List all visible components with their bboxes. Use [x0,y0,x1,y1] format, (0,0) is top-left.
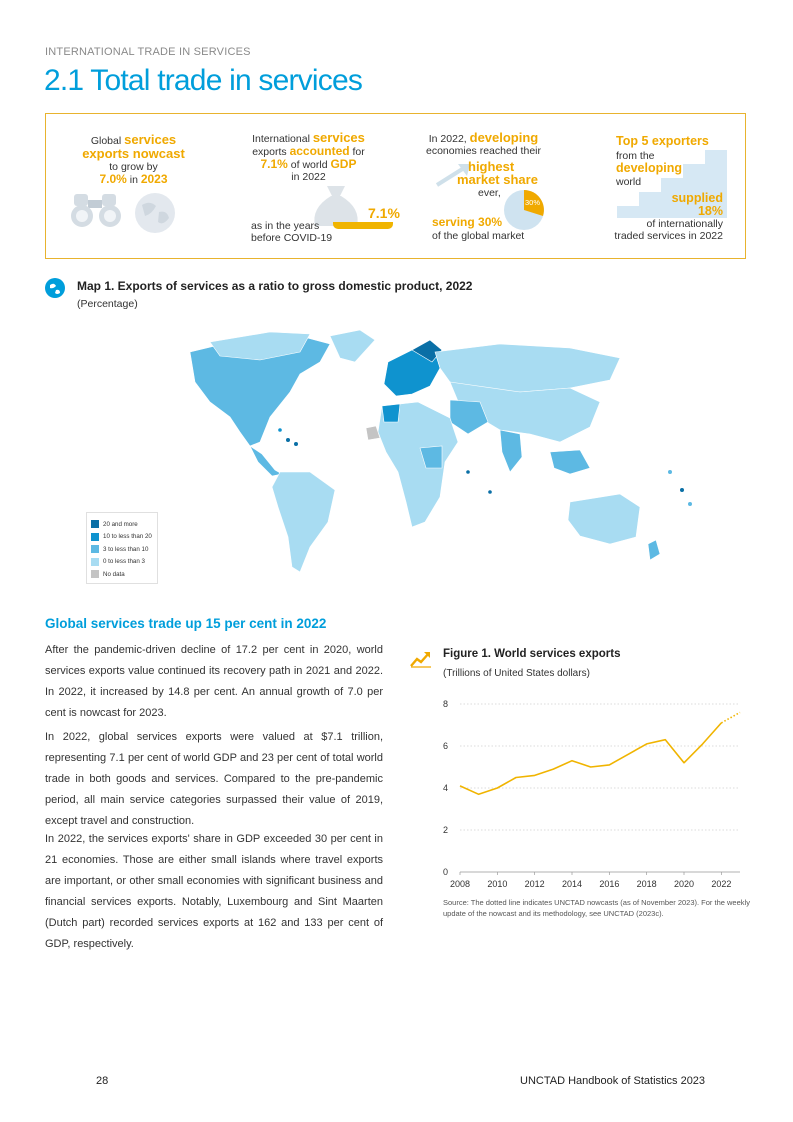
no-data-region [366,426,380,440]
legend-label: 0 to less than 3 [103,558,145,566]
body-paragraph: In 2022, global services exports were valued at $7.1 trillion, representing 7.1 per cent of world GDP and 23 per cent of total world trade in both goods and services. Compared to the pre-pandemic period, all main service categories surpassed their value of 2019, except travel and construction. [45,731,383,827]
x-tick-label: 2014 [561,879,583,889]
x-tick-label: 2012 [524,879,545,889]
globe-icon [45,278,65,298]
services-exports-chart [430,690,750,895]
infographic-panel-gdp [221,114,400,260]
x-tick-label: 2022 [711,879,732,889]
publication-title: UNCTAD Handbook of Statistics 2023 [520,1075,706,1087]
legend-label: 20 and more [103,520,138,528]
legend-item [91,568,153,581]
map-title: Map 1. Exports of services as a ratio to gross domestic product, 2022 [77,279,473,293]
x-tick-label: 2008 [449,879,471,889]
world-map [150,322,720,582]
island-marker [278,428,282,432]
p4-text: of internationally [646,218,723,230]
p3-text: In 2022, [428,133,470,145]
market-share-pie [502,188,546,232]
y-tick-label: 6 [442,741,448,751]
p2-text: before COVID-19 [251,232,333,244]
p2-text: for [349,146,365,158]
legend-swatch [91,570,99,578]
p3-text: of the global market [432,230,525,242]
page-number: 28 [96,1075,109,1087]
legend-label: No data [103,570,125,578]
pie-label: 30% [525,198,541,207]
bag-underline [333,222,393,229]
y-tick-label: 8 [442,699,448,709]
p4-text: traded services in 2022 [614,230,723,242]
p1-text: Global [90,135,125,147]
p2-text: International [252,133,313,145]
y-tick-label: 4 [442,783,448,793]
new-zealand-region [648,540,660,560]
legend-swatch [91,545,99,553]
p2-highlight: GDP [330,157,357,171]
x-tick-label: 2010 [487,879,508,889]
p4-highlight: developing [616,161,682,175]
legend-item [91,531,153,544]
island-marker [668,470,672,474]
central-america-region [250,446,282,476]
binoculars-icon [68,188,128,233]
legend-item [91,518,153,531]
south-america-region [272,472,335,572]
trend-chart-icon [410,650,432,668]
p3-text: ever, [478,187,501,199]
legend-label: 3 to less than 10 [103,545,149,553]
map-legend [86,512,158,584]
p2-text: as in the years [251,220,320,232]
infographic-panel-nowcast [46,114,221,260]
infographic-box [45,113,746,259]
p4-text: world [616,176,642,188]
p4-highlight: Top 5 exporters [616,134,709,148]
p2-text: in 2022 [291,171,326,183]
body-paragraph: After the pandemic-driven decline of 17.2 per cent in 2020, world services exports value continued its recovery path in 2021 and 2022. In 2022, it increased by 14.8 per cent. An annual growth of 7.0 per cent is nowcast for 2023. [45,644,383,719]
nowcast-series-line [721,712,740,723]
x-tick-label: 2020 [673,879,695,889]
figure-subtitle: (Trillions of United States dollars) [443,668,590,679]
p1-value: 7.0% [99,172,127,186]
x-tick-label: 2016 [599,879,620,889]
p4-value: 18% [697,204,723,218]
p4-highlight: supplied [671,191,723,205]
legend-swatch [91,520,99,528]
greenland-region [330,330,375,362]
legend-item [91,556,153,569]
body-paragraph: In 2022, the services exports' share in GDP exceeded 30 per cent in 21 economies. Those are either small islands where travel exports are important, or other small economies with significant business and financial services exports. Notably, Luxembourg and Sint Maarten (Dutch part) recorded services exports at 162 and 133 per cent of GDP, respectively. [45,833,383,950]
p3-highlight: highest [468,159,515,174]
legend-swatch [91,533,99,541]
y-tick-label: 0 [442,867,448,877]
p1-year: 2023 [140,172,168,186]
y-tick-label: 2 [442,825,448,835]
section-label: INTERNATIONAL TRADE IN SERVICES [45,46,251,58]
p4-text: from the [616,150,655,162]
southeast-asia-region [550,450,590,474]
figure-title: Figure 1. World services exports [443,648,621,660]
bag-value: 7.1% [368,205,400,221]
p1-highlight: exports nowcast [82,146,185,161]
p3-highlight: developing [469,130,539,145]
p2-text: of world [287,159,331,171]
p1-text: to grow by [109,161,158,173]
p2-value: 7.1% [260,157,288,171]
exports-series-line [460,723,721,794]
island-marker [466,470,470,474]
p1-text: in [126,174,141,186]
legend-swatch [91,558,99,566]
island-marker [680,488,684,492]
p2-highlight: services [312,130,365,145]
figure-source-note: Source: The dotted line indicates UNCTAD nowcasts (as of November 2023). For the weekly update of the nowcast and its methodology, see UNCTAD (2023c). [443,898,750,918]
p3-highlight: market share [457,172,538,187]
australia-region [568,494,640,544]
section-heading: Global services trade up 15 per cent in 2022 [45,616,327,631]
map-subtitle: (Percentage) [77,298,138,310]
p1-highlight: services [124,132,177,147]
page-title: 2.1 Total trade in services [44,64,363,97]
p3-text: economies reached their [426,145,541,157]
island-marker [488,490,492,494]
island-marker [294,442,298,446]
p2-text: exports [252,146,290,158]
infographic-panel-top-exporters [571,114,746,260]
p2-highlight: accounted [289,144,350,158]
legend-label: 10 to less than 20 [103,533,152,541]
north-africa-region [382,404,400,422]
x-tick-label: 2018 [636,879,657,889]
globe-icon [132,190,178,236]
legend-item [91,543,153,556]
infographic-panel-market-share [396,114,571,260]
india-region [500,430,522,472]
island-marker [286,438,290,442]
island-marker [688,502,692,506]
p3-highlight: serving 30% [432,215,503,229]
